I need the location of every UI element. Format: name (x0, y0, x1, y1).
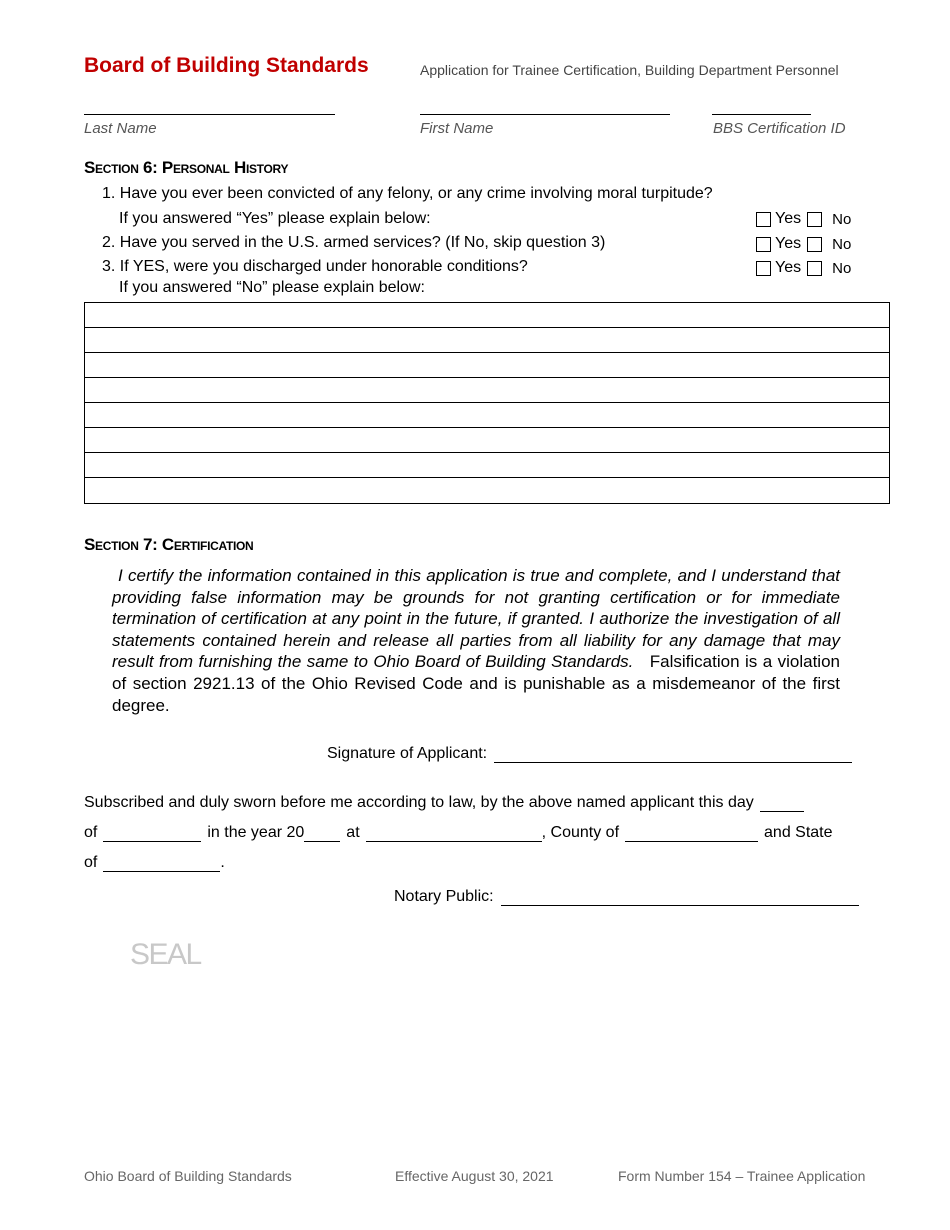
board-title: Board of Building Standards (84, 54, 369, 77)
q1-yes-label: Yes (775, 210, 802, 227)
signature-input[interactable] (494, 749, 852, 763)
explanation-row[interactable] (85, 428, 889, 453)
oath-period: . (220, 854, 225, 871)
notary-label: Notary Public: (394, 888, 494, 905)
explanation-row[interactable] (85, 303, 889, 328)
q3-yes-no (756, 259, 851, 277)
q1-yes-checkbox[interactable] (756, 212, 771, 227)
footer-effective-date: Effective August 30, 2021 (395, 1168, 554, 1184)
notary-signature-input[interactable] (501, 892, 859, 906)
q3-yes-checkbox[interactable] (756, 261, 771, 276)
q2-no-checkbox[interactable] (807, 237, 822, 252)
of-label: of (84, 824, 98, 841)
certification-italic-text: I certify the information contained in this application is true and complete, and I understand that providing false information may be grounds for not granting certification or for immediate termination of certification at any point in the future, if granted. I authorize the investigation of all statements contained herein and release all parties from all liability for any damage that may result from furnishing the same to Ohio Board of Building Standards. (112, 566, 840, 672)
q3-no-checkbox[interactable] (807, 261, 822, 276)
explanation-row[interactable] (85, 353, 889, 378)
explanation-row[interactable] (85, 478, 889, 503)
explanation-row[interactable] (85, 403, 889, 428)
explanation-box[interactable] (84, 302, 890, 504)
explanation-row[interactable] (85, 378, 889, 403)
last-name-input[interactable] (84, 114, 335, 115)
year-input[interactable] (304, 828, 340, 842)
q1-no-label: No (832, 210, 852, 228)
oath-line-1 (84, 794, 804, 812)
q3-no-label: No (832, 259, 852, 277)
location-input[interactable] (366, 828, 542, 842)
q3-yes-label: Yes (775, 259, 802, 276)
signature-row (327, 745, 852, 763)
question-1: 1. Have you ever been convicted of any felony, or any crime involving moral turpitude? (102, 185, 713, 202)
q2-yes-label: Yes (775, 235, 802, 252)
first-name-label: First Name (420, 120, 494, 137)
footer-org: Ohio Board of Building Standards (84, 1168, 292, 1184)
first-name-input[interactable] (420, 114, 670, 115)
of-state-label: of (84, 854, 98, 871)
bbs-id-label: BBS Certification ID (713, 120, 846, 137)
county-label: , County of (541, 824, 620, 841)
oath-line-3 (84, 854, 225, 872)
question-2: 2. Have you served in the U.S. armed services? (If No, skip question 3) (102, 234, 606, 251)
q2-no-label: No (832, 235, 852, 253)
notary-row (394, 888, 859, 906)
seal-placeholder: SEAL (130, 938, 201, 971)
section6-heading: Section 6: Personal History (84, 158, 289, 177)
state-label: and State (764, 824, 833, 841)
month-input[interactable] (103, 828, 201, 842)
at-label: at (346, 824, 360, 841)
certification-statement (112, 565, 840, 716)
day-input[interactable] (760, 798, 804, 812)
explanation-row[interactable] (85, 453, 889, 478)
q1-yes-no (756, 210, 851, 228)
question-3-note: If you answered “No” please explain below: (119, 279, 425, 296)
signature-label: Signature of Applicant: (327, 745, 488, 762)
footer-form-number: Form Number 154 – Trainee Application (618, 1168, 866, 1184)
last-name-label: Last Name (84, 120, 157, 137)
county-input[interactable] (625, 828, 758, 842)
question-1-note: If you answered “Yes” please explain below: (119, 210, 431, 227)
oath-text: Subscribed and duly sworn before me according to law, by the above named applicant this day (84, 794, 754, 811)
section7-heading: Section 7: Certification (84, 535, 254, 554)
form-subtitle: Application for Trainee Certification, Building Department Personnel (420, 62, 839, 78)
explanation-row[interactable] (85, 328, 889, 353)
year-label: in the year 20 (207, 824, 305, 841)
question-3: 3. If YES, were you discharged under honorable conditions? (102, 258, 528, 275)
q2-yes-checkbox[interactable] (756, 237, 771, 252)
q1-no-checkbox[interactable] (807, 212, 822, 227)
state-input[interactable] (103, 858, 220, 872)
q2-yes-no (756, 235, 851, 253)
bbs-id-input[interactable] (712, 114, 811, 115)
certification-plain-text: Falsification is a violation of section 2921.13 of the Ohio Revised Code and is punishable as a misdemeanor of the first degree. (112, 652, 840, 715)
oath-line-2 (84, 824, 833, 842)
